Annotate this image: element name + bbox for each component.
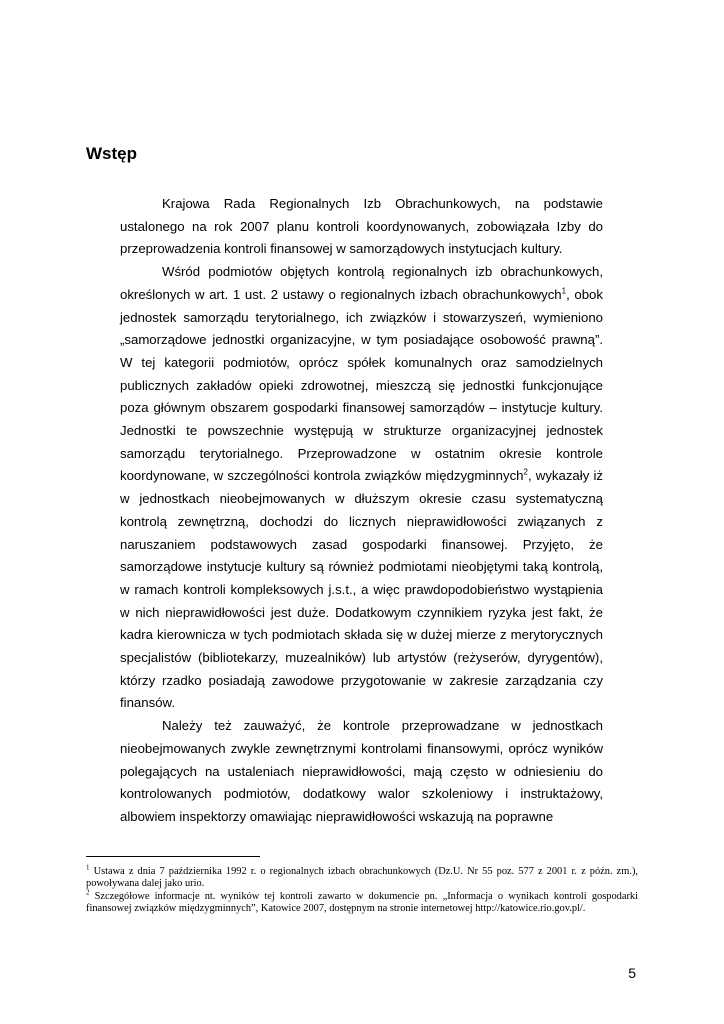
footnote-ref-2[interactable]: 2 — [523, 468, 528, 478]
paragraph-2-text-b: , obok jednostek samorządu terytorialnego, ich związków i stowarzyszeń, wymieniono „samorządowe jednostki organizacyjne, w tym posiadające osobowość prawną”. W tej kategorii podmiotów, oprócz spółek komunalnych oraz samodzielnych publicznych zakładów opieki zdrowotnej, mieszczą się jednostki funkcjonujące poza głównym obszarem gospodarki finansowej samorządów – instytucje kultury. Jednostki te powszechnie występują w strukturze organizacyjnej jednostek samorządu terytorialnego. Przeprowadzone w ostatnim okresie kontrole koordynowane, w szczególności kontrola związków międzygminnych — [120, 286, 603, 484]
paragraph-2-text-c: , wykazały iż w jednostkach nieobejmowanych w dłuższym okresie czasu systematyczną kontrolą zewnętrzną, dochodzi do licznych nieprawidłowości związanych z naruszaniem podstawowych zasad gospodarki finansowej. Przyjęto, że samorządowe instytucje kultury są również podmiotami nieobjętymi taką kontrolą, w ramach kontroli kompleksowych j.s.t., a więc prawdopodobieństwo wystąpienia w nich nieprawidłowości jest duże. Dodatkowym czynnikiem ryzyka jest fakt, że kadra kierownicza w tych podmiotach składa się w dużej mierze z merytorycznych specjalistów (bibliotekarzy, muzealników) lub artystów (reżyserów, dyrygentów), którzy rzadko posiadają zawodowe przygotowanie w zakresie zarządzania czy finansów. — [120, 468, 603, 711]
paragraph-3 — [120, 715, 603, 829]
footnote-2 — [86, 888, 638, 916]
footnote-ref-1[interactable]: 1 — [561, 286, 567, 296]
footnotes — [86, 863, 638, 916]
page-number: 5 — [628, 965, 636, 981]
paragraph-1 — [120, 193, 603, 261]
paragraph-3-text: Należy też zauważyć, że kontrole przeprowadzane w jednostkach nieobejmowanych zwykle zewnętrznymi kontrolami finansowymi, oprócz wyników polegających na ustaleniach nieprawidłowości, mają często w odniesieniu do kontrolowanych podmiotów, dodatkowy walor szkoleniowy i instruktażowy, albowiem inspektorzy omawiając nieprawidłowości wskazują na poprawne — [120, 718, 603, 824]
footnote-1-number: 1 — [86, 863, 90, 872]
section-heading: Wstęp — [86, 144, 137, 163]
footnote-2-text: Szczegółowe informacje nt. wyników tej kontroli zawarto w dokumencie pn. „Informacja o wynikach kontroli gospodarki finansowej związków międzygminnych”, Katowice 2007, dostępnym na stronie internetowej http://katowice.rio.gov.pl/. — [86, 890, 638, 915]
footnote-2-number: 2 — [86, 888, 90, 897]
footnote-1 — [86, 863, 638, 891]
paragraph-1-text: Krajowa Rada Regionalnych Izb Obrachunkowych, na podstawie ustalonego na rok 2007 planu kontroli koordynowanych, zobowiązała Izby do przeprowadzenia kontroli finansowej w samorządowych instytucjach kultury. — [120, 196, 603, 257]
footnote-separator — [86, 856, 260, 857]
body-text — [120, 193, 603, 829]
footnote-1-text: Ustawa z dnia 7 października 1992 r. o regionalnych izbach obrachunkowych (Dz.U. Nr 55 poz. 577 z 2001 r. z późn. zm.), powoływana dalej jako urio. — [86, 866, 638, 890]
paragraph-2-text-a: Wśród podmiotów objętych kontrolą regionalnych izb obrachunkowych, określonych w art. 1 ust. 2 ustawy o regionalnych izbach obrachunkowych — [120, 264, 603, 302]
paragraph-2 — [120, 261, 603, 715]
